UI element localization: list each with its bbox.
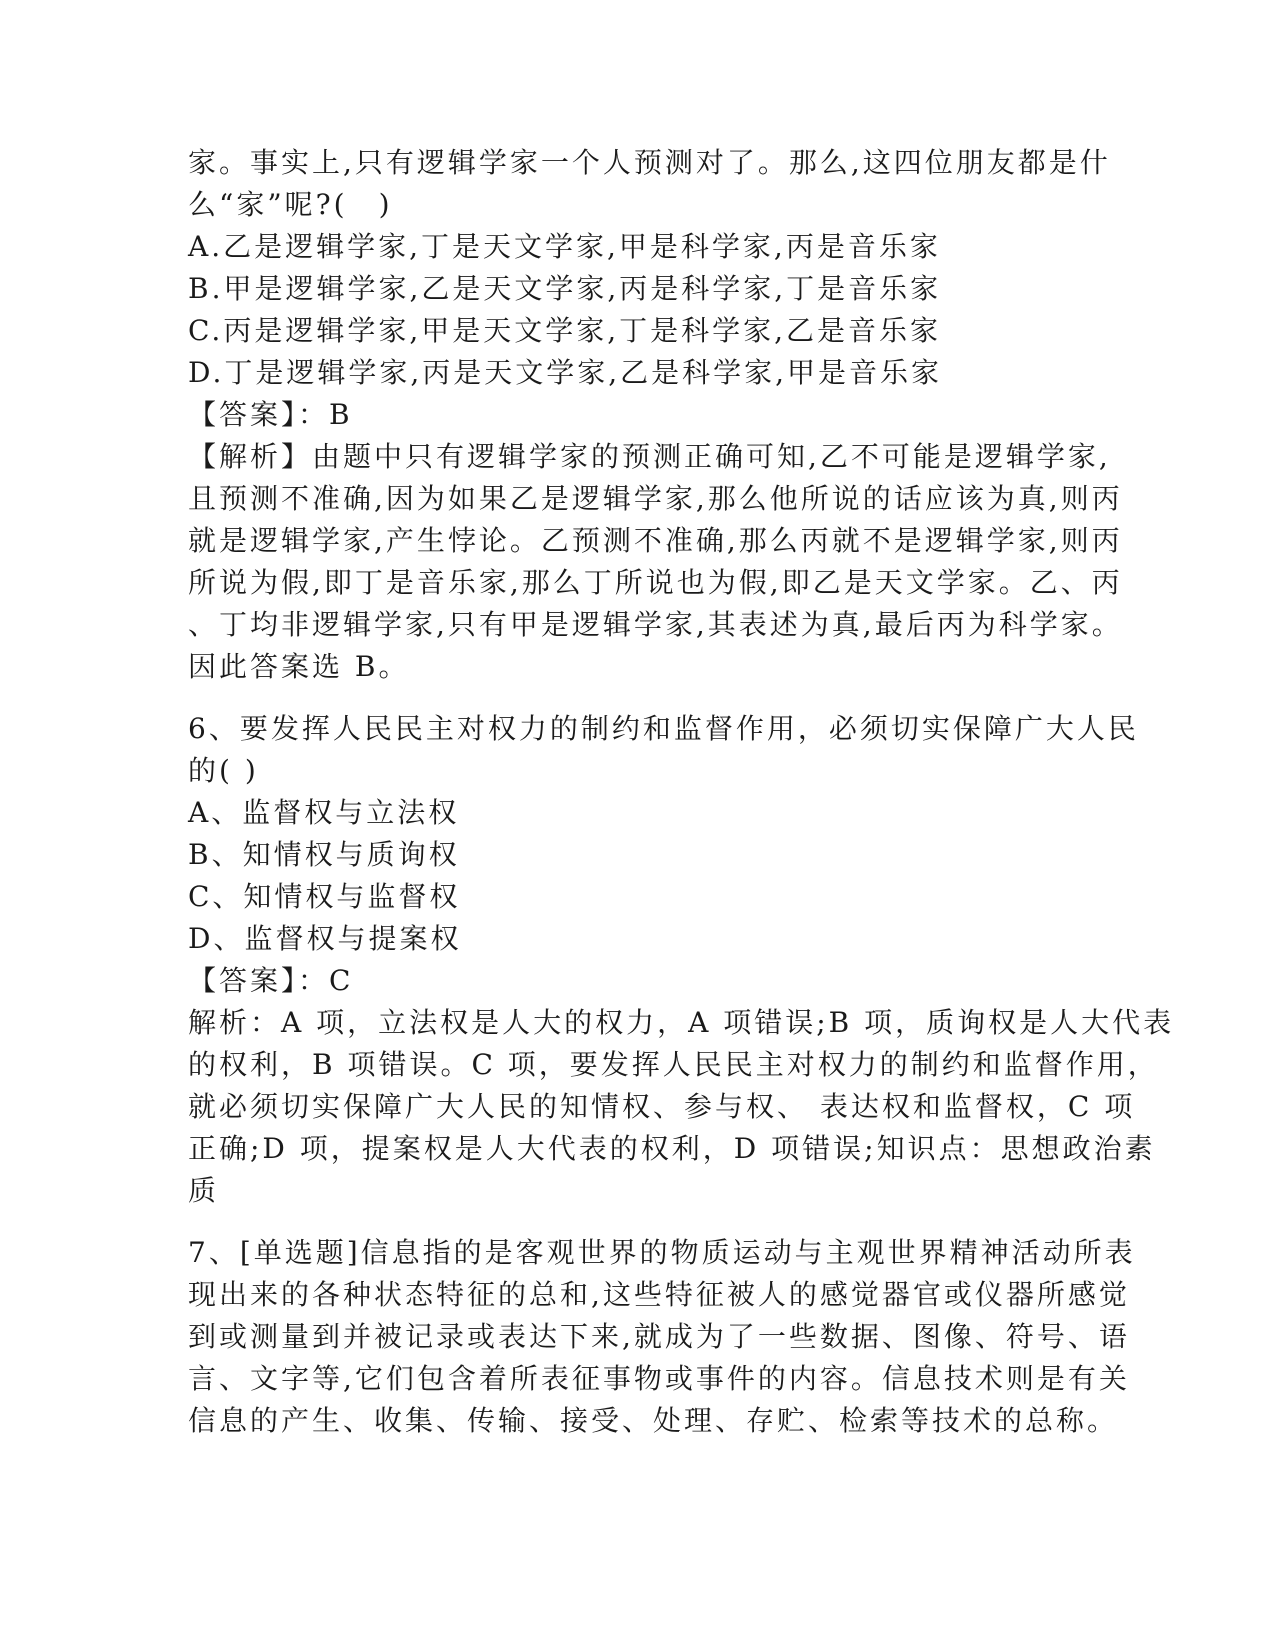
option-b: B、知情权与质询权 — [188, 838, 460, 871]
analysis-line: 、丁均非逻辑学家,只有甲是逻辑学家,其表述为真,最后丙为科学家。 — [188, 608, 1123, 641]
option-b: B.甲是逻辑学家,乙是天文学家,丙是科学家,丁是音乐家 — [188, 272, 942, 305]
option-d: D.丁是逻辑学家,丙是天文学家,乙是科学家,甲是音乐家 — [188, 356, 943, 389]
question-stem-line: 6、要发挥人民民主对权力的制约和监督作用，必须切实保障广大人民 — [188, 712, 1139, 745]
question-stem-line: 言、文字等,它们包含着所表征事物或事件的内容。信息技术则是有关 — [188, 1362, 1130, 1395]
option-c: C.丙是逻辑学家,甲是天文学家,丁是科学家,乙是音乐家 — [188, 314, 942, 347]
question-5 — [188, 142, 1123, 688]
question-stem-line: 信息的产生、收集、传输、接受、处理、存贮、检索等技术的总称。 — [188, 1404, 1119, 1437]
analysis-line: 因此答案选 B。 — [188, 650, 410, 683]
analysis-line: 正确;D 项，提案权是人大代表的权利，D 项错误;知识点：思想政治素 — [188, 1132, 1156, 1165]
document-page — [188, 142, 1175, 1442]
analysis-line: 所说为假,即丁是音乐家,那么丁所说也为假,即乙是天文学家。乙、丙 — [188, 566, 1123, 599]
analysis-line: 且预测不准确,因为如果乙是逻辑学家,那么他所说的话应该为真,则丙 — [188, 482, 1123, 515]
analysis-line: 就是逻辑学家,产生悖论。乙预测不准确,那么丙就不是逻辑学家,则丙 — [188, 524, 1123, 557]
question-stem-line: 现出来的各种状态特征的总和,这些特征被人的感觉器官或仪器所感觉 — [188, 1278, 1130, 1311]
analysis-line: 质 — [188, 1174, 220, 1207]
analysis-line: 的权利，B 项错误。C 项，要发挥人民民主对权力的制约和监督作用， — [188, 1048, 1159, 1081]
question-6 — [188, 708, 1175, 1212]
question-7 — [188, 1232, 1136, 1442]
question-stem-line: 家。事实上,只有逻辑学家一个人预测对了。那么,这四位朋友都是什 — [188, 146, 1111, 179]
option-c: C、知情权与监督权 — [188, 880, 461, 913]
analysis-line: 【解析】由题中只有逻辑学家的预测正确可知,乙不可能是逻辑学家, — [188, 440, 1111, 473]
question-stem-line: 7、[单选题]信息指的是客观世界的物质运动与主观世界精神活动所表 — [188, 1236, 1136, 1269]
question-stem-line: 么“家”呢?( ) — [188, 188, 393, 221]
option-a: A.乙是逻辑学家,丁是天文学家,甲是科学家,丙是音乐家 — [188, 230, 941, 263]
analysis-line: 就必须切实保障广大人民的知情权、参与权、 表达权和监督权，C 项 — [188, 1090, 1136, 1123]
answer-line: 【答案】：C — [188, 964, 354, 997]
question-stem-line: 的( ) — [188, 754, 259, 787]
analysis-line: 解析：A 项，立法权是人大的权力，A 项错误;B 项，质询权是人大代表 — [188, 1006, 1175, 1039]
option-d: D、监督权与提案权 — [188, 922, 462, 955]
question-stem-line: 到或测量到并被记录或表达下来,就成为了一些数据、图像、符号、语 — [188, 1320, 1130, 1353]
option-a: A、监督权与立法权 — [188, 796, 460, 829]
answer-line: 【答案】：B — [188, 398, 353, 431]
